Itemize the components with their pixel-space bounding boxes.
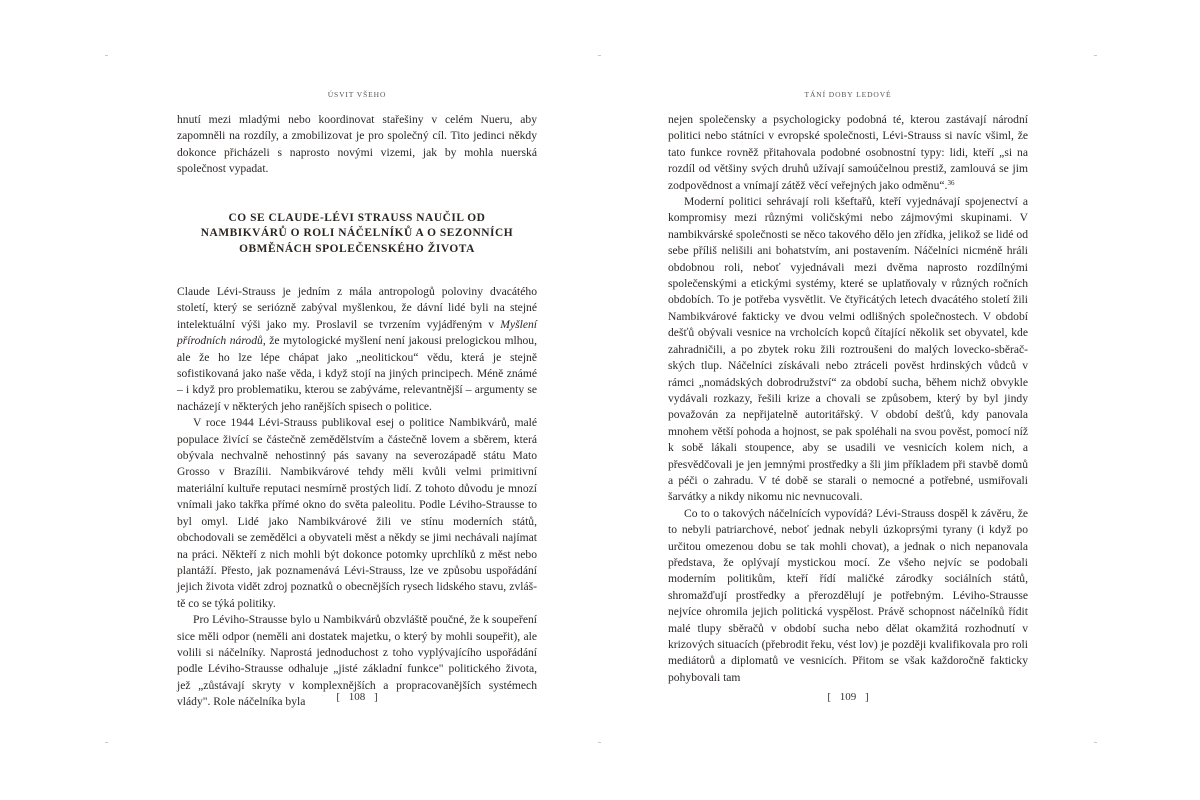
page-number-value: 109 [839,691,857,703]
running-head: ÚSVIT VŠEHO [327,90,387,99]
paragraph [668,112,1028,194]
page-number-value: 108 [348,691,366,703]
page-body [668,112,1028,686]
section-heading [177,211,537,258]
crop-mark [1094,55,1097,56]
page-number [177,691,537,703]
section-heading-line: OBMĚNÁCH SPOLEČENSKÉHO ŽIVOTA [239,243,475,256]
bracket: ] [865,691,869,703]
paragraph: Co to o takových náčelnících vypovídá? Lévi-Strauss dospěl k závěru, že to nebyli patriarchové, neboť jednak nebyli úzkoprsými tyrany (i když po určitou omezenou dobu se tak mohli chovat), a jednak o nich nepanovala představa, že oplývají mystickou mocí. Ze všeho nejvíc se podobali moderním politikům, kteří řídí maličké zárodky sociálních států, shromažďují prostředky a přerozdělují je potřebným. Léviho-Strausse nejvíce ohromila jejich politická vyspělost. Právě schopnost náčelníků řídit malé tlupy sběračů v období sucha nebo dělat okamžitá rozhodnutí v krizových situacích (přebrodit řeku, vést lov) je později kvalifikovala pro roli mediátorů a diplomatů ve vesnicích. Přitom se však každoročně fakticky pohybovali tam [668,506,1028,684]
crop-mark [598,742,601,743]
crop-mark [105,742,108,743]
paragraph-text: Claude Lévi-Strauss je jedním z mála antropologů poloviny dvacátého století, který se seriózně zabýval myšlenkou, že dávní lidé byli na stejné intelektuální výši jako my. Proslavil se tvrzením vyjádřeným v [177,285,537,331]
book-title: Myšlení přírodních národů [177,317,537,348]
footnote-reference[interactable]: 36 [947,178,955,187]
paragraph: Moderní politici sehrávají roli kšeftařů, kteří vyjednávají spojenectví a kompromisy mezi různými voličskými nebo zájmovými skupinami. V nambikvárské společnosti se něco takového dělo jen zřídka, jelikož se lidé od sebe příliš nelišili ani bohatstvím, ani postavením. Náčelníci nicméně hráli obdobnou roli, neboť vyjednávali mezi dvěma naprosto rozdílnými společenskými a etickými systémy, které se uplatňovaly v různých ročních obdobích. To je potřeba vysvětlit. Ve čtyřicátých letech dvacátého století žili Nambikvárové fakticky ve dvou velmi odlišných společnostech. V období dešťů obývali vesnice na vrcholcích kopců čítající několik set obyvatel, kde zahradničili, a po zbytek roku žili roztroušeni do malých lovecko-sběračských tlup. Náčelníci získávali nebo ztráceli pověst hrdinských vůdců v rámci „nomádských dobrodružství“ za období sucha, během nichž obvykle vydávali rozkazy, řešili krize a chovali se způsobem, který by byl jindy považován za nepřijatelně autoritářský. V období dešťů, kdy panovala mnohem větší pohoda a hojnost, se pak spoléhali na svou pověst, pomocí níž k sobě lákali stoupence, aby se usadili ve vesnicích kolem nich, a přesvědčovali je jen jemnými prostředky a šli jim příkladem při stavbě domů a péči o zahradu. V té době se starali o nemocné a potřebné, usmiřovali šarvátky a nikdy nikomu nic nevnucovali. [668,195,1028,504]
paragraph-text: , že mytologické myšlení není jakousi prelogickou mlhou, ale že ho lze lépe chápat jako „neolitickou“ vědu, která je stejně sofistikovaná jako naše věda, i když stojí na jiných principech. Méně známé – i když pro problematiku, kterou se zabýváme, relevantnější – argumenty se nacházejí v některých jeho ranějších spisech o politice. [177,334,537,413]
bracket: ] [374,691,378,703]
section-heading-line: NAMBIKVÁRŮ O ROLI NÁČELNÍKŮ A O SEZONNÍCH [200,227,514,240]
crop-mark [105,55,108,56]
paragraph [177,284,537,415]
paragraph-text: nejen společensky a psychologicky podobná té, kterou zastávají národní politici nebo státníci v evropské společnosti, Lévi-Strauss si navíc všiml, že tato funkce rovněž přitahovala podobné osobnostní typy: lidi, kteří „si na rozdíl od většiny svých druhů užívají samoúčelnou prestiž, zamlouvá se jim zodpovědnost a vnímají zátěž věcí veřejných jako odměnu“. [668,113,1028,192]
bracket: [ [336,691,340,703]
opening-paragraph: hnutí mezi mladými nebo koordinovat stařešiny v celém Nueru, aby zapomněli na rozdíly, a zmobilizovat je pro společný cíl. Tito jedinci někdy dokonce přicházeli s naprosto novými vizemi, jak by mohla nuerská společnost vypadat. [177,113,537,176]
paragraph: V roce 1944 Lévi-Strauss publikoval esej o politice Nambikvárů, malé populace živící se částečně zemědělstvím a částečně lovem a sběrem, která obývala nechvalně nehostinný pás savany na severozápadě státu Mato Grosso v Brazílii. Nambikvárové tehdy měli kvůli velmi primitivní materiální kultuře reputaci nesmírně prostých lidí. Z tohoto důvodu je mnozí vnímali jako takřka přímé okno do světa paleolitu. Podle Léviho-Strausse to byl omyl. Lidé jako Nambikvárové žili ve stínu moderních států, obchodovali se zemědělci a obyvateli měst a někdy se jimi nechávali najímat na práci. Někteří z nich mohli být dokonce potomky uprchlíků z měst nebo plantáží. Přesto, jak poznamenává Lévi-Strauss, lze ve způsobu uspořádání jejich života vidět zdroj poznatků o obecnějších rysech lidského stavu, zvláště co se týká politiky. [177,416,537,610]
running-head: TÁNÍ DOBY LEDOVÉ [804,90,892,99]
paragraph: Pro Léviho-Strausse bylo u Nambikvárů obzvláště poučné, že k soupeření sice měli odpor (neměli ani dostatek majetku, o který by mohli soupeřit), ale volili si náčelníky. Naprostá jednoduchost z toho vyplývajícího uspořádání podle Léviho-Strausse odhaluje „jisté základní funkce" politického života, jež „zůstávají skryty v komplexnějších a propracovanějších systémech vlády". Role náčelníka byla [177,613,537,709]
crop-mark [598,55,601,56]
page-body [177,112,537,711]
crop-mark [1094,742,1097,743]
bracket: [ [827,691,831,703]
page-number [668,691,1028,703]
section-heading-line: CO SE CLAUDE-LÉVI STRAUSS NAUČIL OD [228,211,486,224]
